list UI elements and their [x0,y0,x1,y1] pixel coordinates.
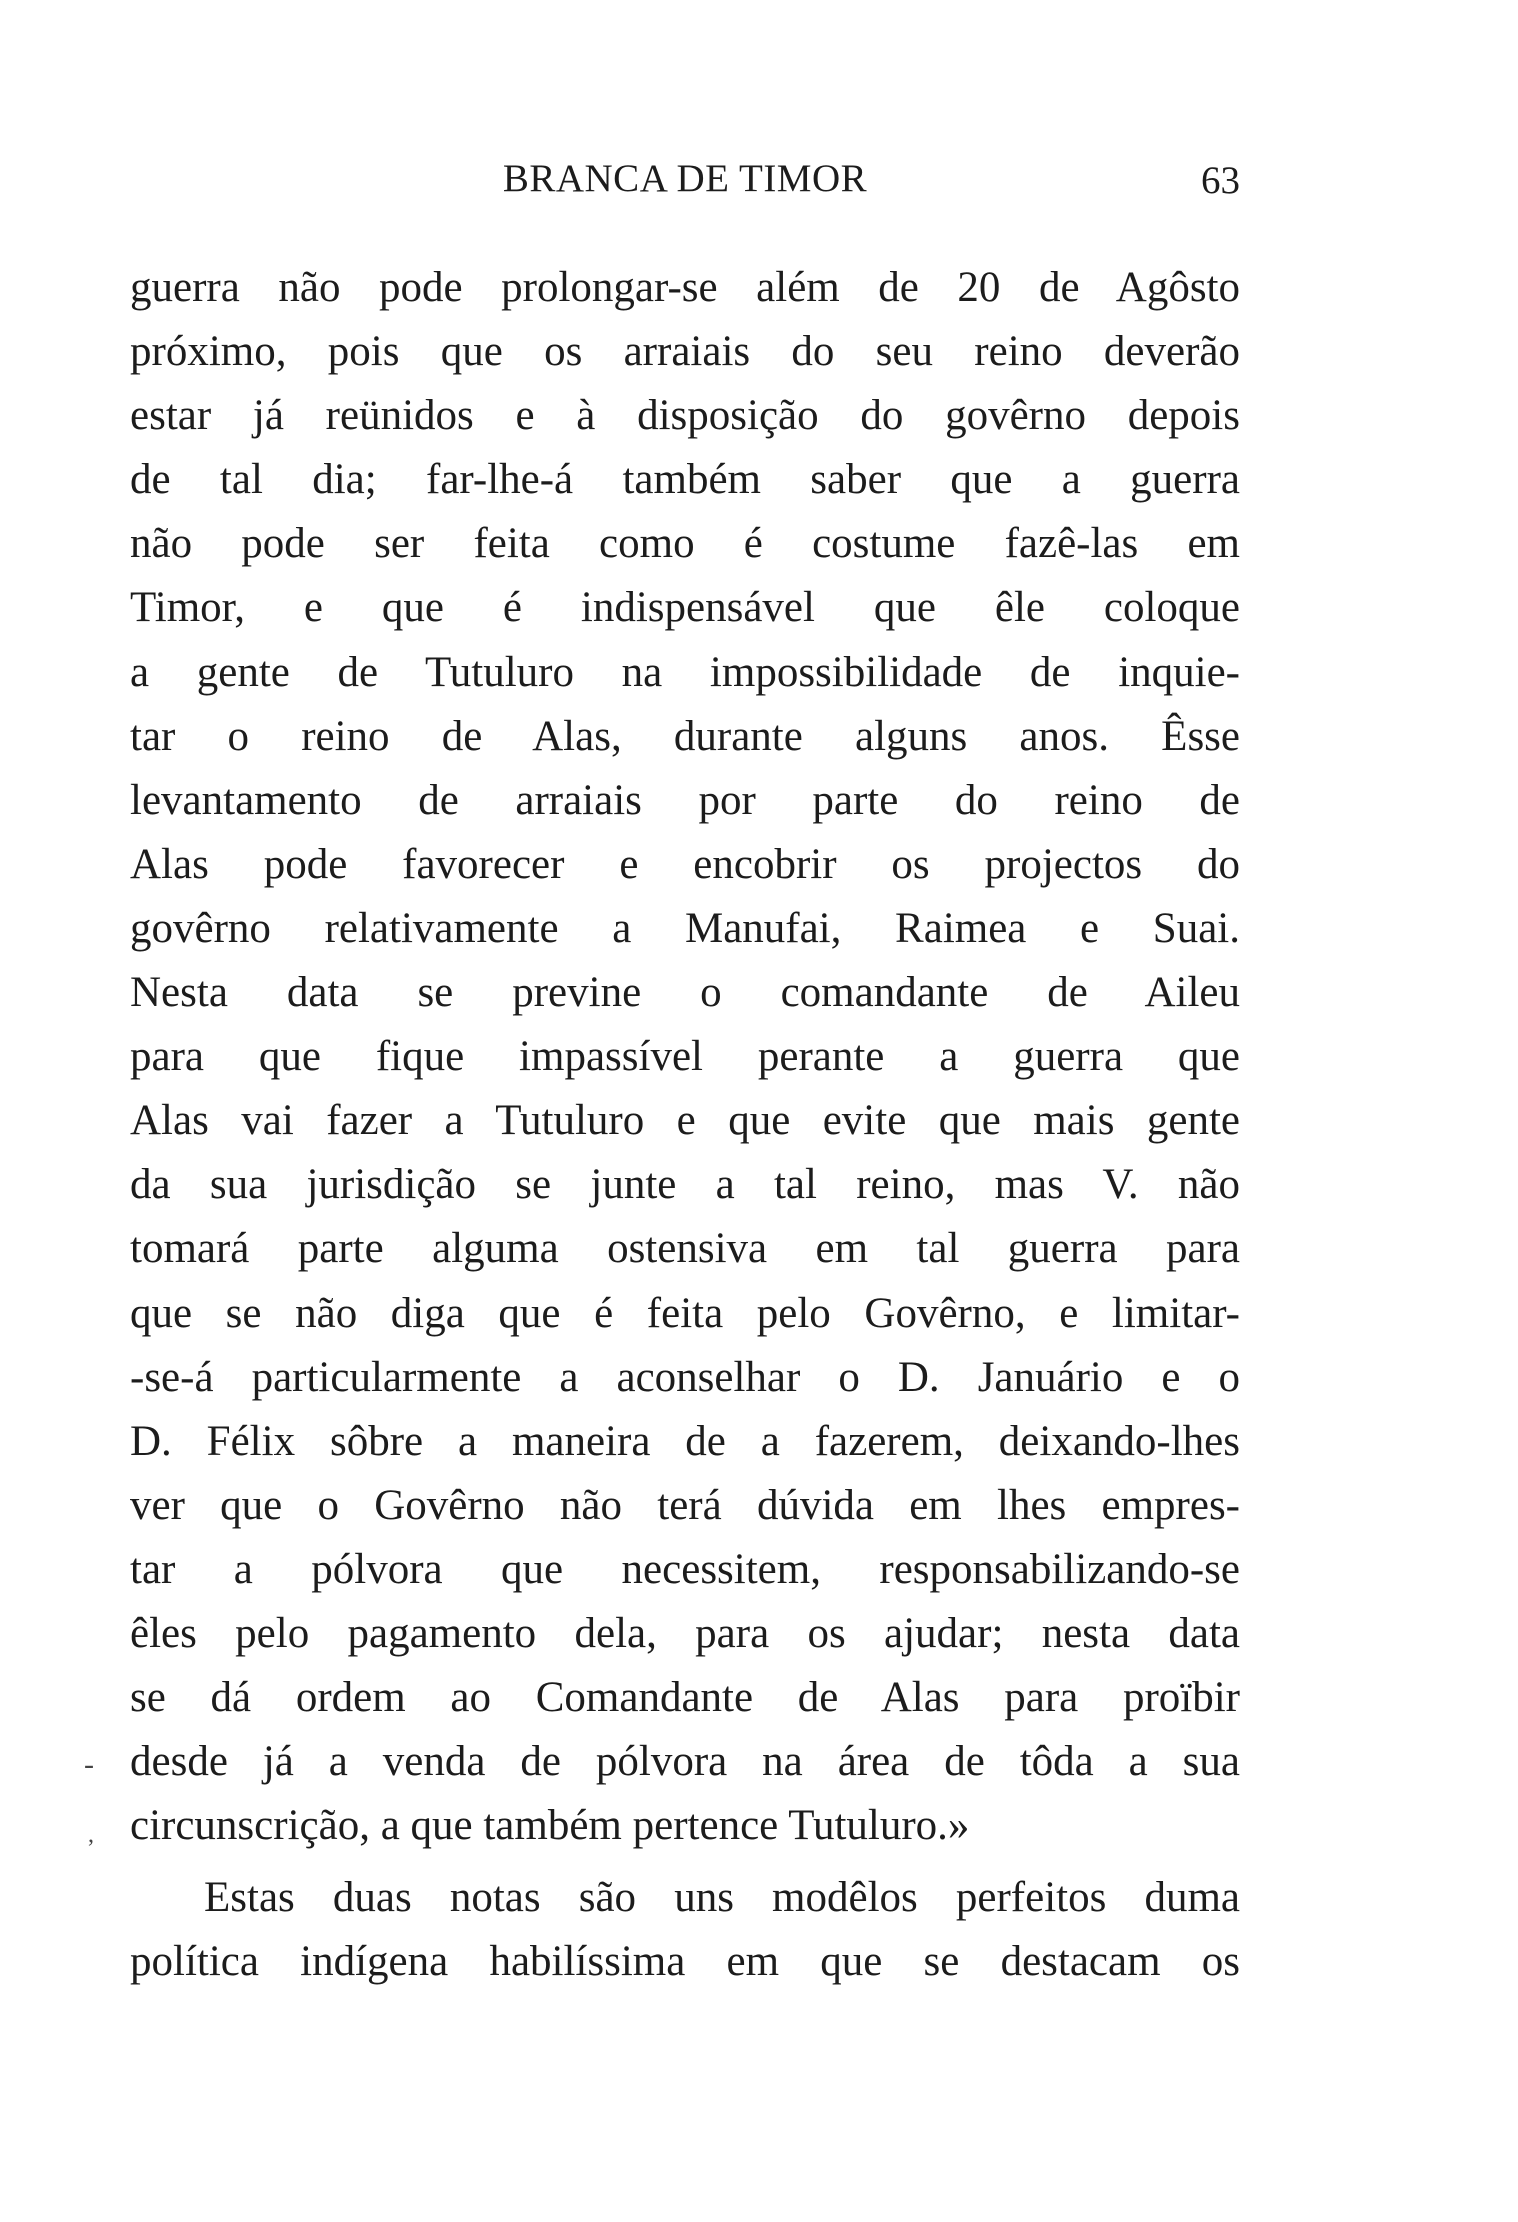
margin-mark-icon: ‐ [84,1748,94,1781]
body-text [130,256,1240,1995]
text-line: Estas duas notas são uns modêlos perfeitos duma [204,1874,1240,1922]
text-line: Timor, e que é indispensável que êle coloque [130,584,1240,632]
text-line: D. Félix sôbre a maneira de a fazerem, deixando-lhes [130,1417,1240,1465]
margin-mark-icon: , [88,1822,94,1848]
text-line: Alas vai fazer a Tutuluro e que evite que mais gente [130,1097,1240,1145]
text-line: levantamento de arraiais por parte do reino de [130,776,1240,824]
text-line: a gente de Tutuluro na impossibilidade de inquie- [130,648,1240,696]
text-line: política indígena habilíssima em que se destacam os [130,1938,1240,1986]
text-line: -se-á particularmente a aconselhar o D. Januário e o [130,1353,1240,1401]
text-line: da sua jurisdição se junte a tal reino, mas V. não [130,1161,1240,1209]
running-title: BRANCA DE TIMOR [502,157,868,200]
text-line: não pode ser feita como é costume fazê-las em [130,520,1240,568]
text-line: se dá ordem ao Comandante de Alas para proïbir [130,1674,1240,1722]
text-line: Nesta data se previne o comandante de Aileu [130,969,1240,1017]
text-line: de tal dia; far-lhe-á também saber que a guerra [130,456,1240,504]
paragraph-2 [130,1866,1240,1994]
text-line: ver que o Govêrno não terá dúvida em lhes empres- [130,1481,1240,1529]
text-line: tar a pólvora que necessitem, responsabilizando-se [130,1545,1240,1593]
text-line: tomará parte alguma ostensiva em tal guerra para [130,1225,1240,1273]
text-line: próximo, pois que os arraiais do seu reino deverão [130,328,1240,376]
text-line: que se não diga que é feita pelo Govêrno, e limitar- [130,1289,1240,1337]
text-line: guerra não pode prolongar-se além de 20 de Agôsto [130,264,1240,311]
text-line: tar o reino de Alas, durante alguns anos. Êsse [130,712,1240,760]
text-line: estar já reünidos e à disposição do govêrno depois [130,392,1240,440]
paragraph-1 [130,256,1240,1858]
text-line: desde já a venda de pólvora na área de tôda a sua [130,1738,1240,1786]
text-line: êles pelo pagamento dela, para os ajudar; nesta data [130,1609,1240,1657]
text-line: govêrno relativamente a Manufai, Raimea e Suai. [130,904,1240,952]
page-number: 63 [1201,159,1240,202]
running-header [130,142,1240,202]
text-line: Alas pode favorecer e encobrir os projectos do [130,840,1240,888]
text-line: para que fique impassível perante a guerra que [130,1033,1240,1081]
text-line: circunscrição, a que também pertence Tutuluro.» [130,1802,970,1850]
